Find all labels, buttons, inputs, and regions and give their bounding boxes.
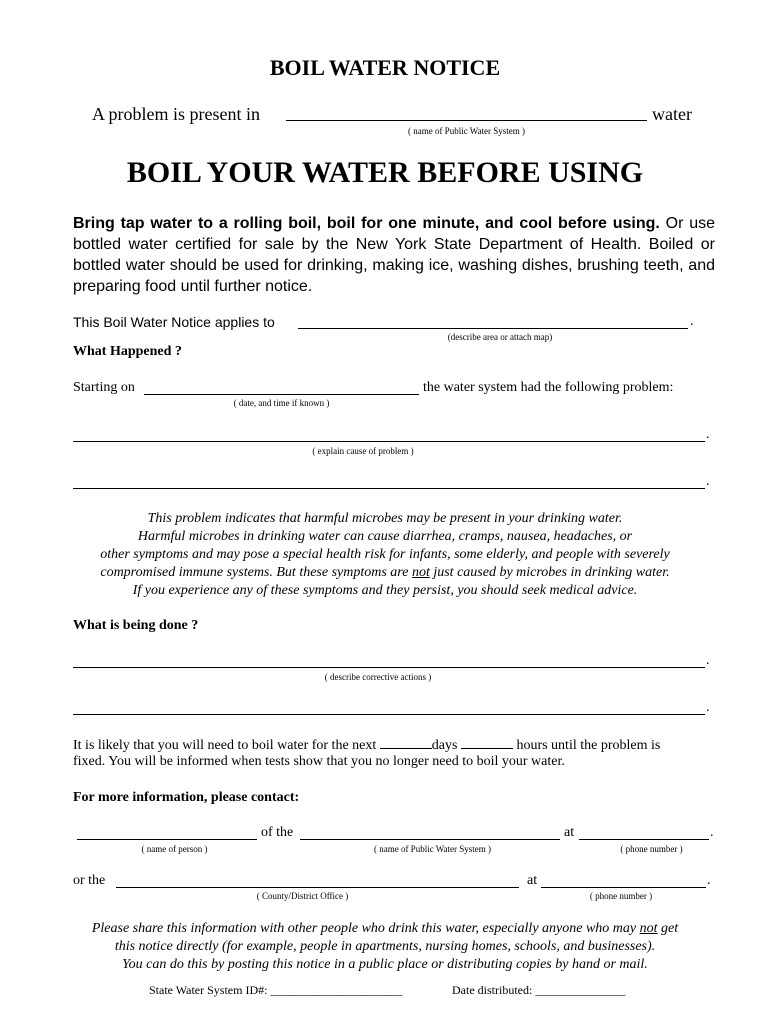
health-info-line-2: Harmful microbes in drinking water can cause diarrhea, cramps, nausea, headaches, or — [137, 529, 633, 544]
or-the-label: or the — [73, 873, 106, 888]
what-happened-heading: What Happened ? — [73, 344, 182, 359]
contact-phone-blank[interactable] — [579, 839, 709, 840]
problem-explanation-period-1: . — [706, 427, 710, 442]
system-id-label: State Water System ID#: — [149, 983, 268, 997]
county-phone-caption: ( phone number ) — [589, 891, 653, 901]
corrective-actions-caption: ( describe corrective actions ) — [324, 672, 432, 682]
following-problem-label: the water system had the following problem: — [423, 380, 674, 395]
problem-explanation-blank-2[interactable] — [73, 488, 705, 489]
at-label-2: at — [527, 873, 538, 888]
problem-present-suffix: water — [652, 104, 692, 124]
boil-headline: BOIL YOUR WATER BEFORE USING — [126, 156, 644, 189]
share-line-3: You can do this by posting this notice in a public place or distributing copies by hand or mail. — [122, 957, 648, 972]
hours-label: hours until the problem is — [516, 738, 661, 753]
days-label: days — [431, 738, 458, 753]
share-not-underlined: not — [639, 921, 658, 936]
at-label-1: at — [564, 825, 575, 840]
county-office-blank[interactable] — [116, 887, 519, 888]
likely-intro: It is likely that you will need to boil water for the next — [73, 738, 377, 753]
health-info-paragraph — [0, 510, 770, 600]
contact-person-blank[interactable] — [77, 839, 257, 840]
share-line-1-start: Please share this information with other people who drink this water, especially anyone who may — [91, 921, 640, 936]
corrective-actions-blank-2[interactable] — [73, 714, 705, 715]
public-water-system-blank[interactable] — [286, 120, 647, 121]
health-info-line-4 — [0, 564, 770, 582]
starting-on-label: Starting on — [73, 380, 135, 395]
instructions-rest: Or use bottled water certified for sale by the New York State Department of Health. Boiled or bottled water should be used for drinking, making ice, washing dishes, brushing teeth, and preparing food until further notice. — [73, 215, 716, 295]
corrective-actions-blank-1[interactable] — [73, 667, 705, 668]
phone-caption: ( phone number ) — [620, 844, 683, 854]
of-the-label: of the — [261, 825, 294, 840]
explain-problem-caption: ( explain cause of problem ) — [312, 446, 414, 456]
corrective-actions-period-2: . — [706, 700, 710, 715]
system-id-blank[interactable]: ______________________ — [270, 983, 403, 997]
contact-pws-blank[interactable] — [300, 839, 560, 840]
what-is-being-done-heading: What is being done ? — [73, 618, 199, 633]
applies-to-label: This Boil Water Notice applies to — [73, 314, 275, 330]
date-distributed-label: Date distributed: — [452, 983, 533, 997]
contact-heading: For more information, please contact: — [73, 790, 300, 805]
person-caption: ( name of person ) — [141, 844, 208, 854]
corrective-actions-period-1: . — [706, 653, 710, 668]
applies-to-caption: (describe area or attach map) — [447, 332, 553, 342]
date-distributed-blank[interactable]: _______________ — [535, 983, 626, 997]
health-info-line-4-end: just caused by microbes in drinking water. — [429, 565, 670, 580]
contact-period-2: . — [707, 873, 711, 888]
health-info-line-4-start: compromised immune systems. But these symptoms are — [100, 565, 412, 580]
date-distributed-field — [452, 983, 625, 998]
public-water-system-caption: ( name of Public Water System ) — [407, 126, 526, 136]
share-line-2: this notice directly (for example, people in apartments, nursing homes, schools, and businesses). — [114, 939, 656, 954]
start-date-blank[interactable] — [144, 394, 419, 395]
health-info-not-underlined: not — [411, 565, 430, 580]
county-phone-blank[interactable] — [541, 887, 706, 888]
problem-explanation-period-2: . — [706, 474, 710, 489]
share-line-1-end: get — [657, 921, 679, 936]
applies-to-blank[interactable] — [298, 328, 688, 329]
health-info-line-3: other symptoms and may pose a special health risk for infants, some elderly, and people with severely — [100, 547, 670, 562]
pws-caption: ( name of Public Water System ) — [373, 844, 492, 854]
share-line-1 — [0, 920, 770, 938]
likely-line-2: fixed. You will be informed when tests show that you no longer need to boil your water. — [73, 754, 565, 769]
health-info-line-1: This problem indicates that harmful microbes may be present in your drinking water. — [147, 511, 623, 526]
instructions-bold: Bring tap water to a rolling boil, boil for one minute, and cool before using. — [73, 215, 660, 232]
likely-line-1 — [73, 736, 715, 754]
notice-title: BOIL WATER NOTICE — [269, 55, 501, 80]
share-paragraph — [0, 920, 770, 974]
problem-present-prefix: A problem is present in — [92, 104, 260, 124]
contact-period-1: . — [710, 825, 714, 840]
health-info-line-5: If you experience any of these symptoms and they persist, you should seek medical advice. — [132, 583, 638, 598]
hours-blank[interactable] — [461, 736, 513, 749]
system-id-field — [149, 983, 402, 998]
applies-to-period: . — [690, 314, 694, 329]
instructions-paragraph — [73, 213, 715, 297]
start-date-caption: ( date, and time if known ) — [233, 398, 330, 408]
days-blank[interactable] — [380, 736, 432, 749]
county-office-caption: ( County/District Office ) — [256, 891, 349, 901]
problem-explanation-blank-1[interactable] — [73, 441, 705, 442]
